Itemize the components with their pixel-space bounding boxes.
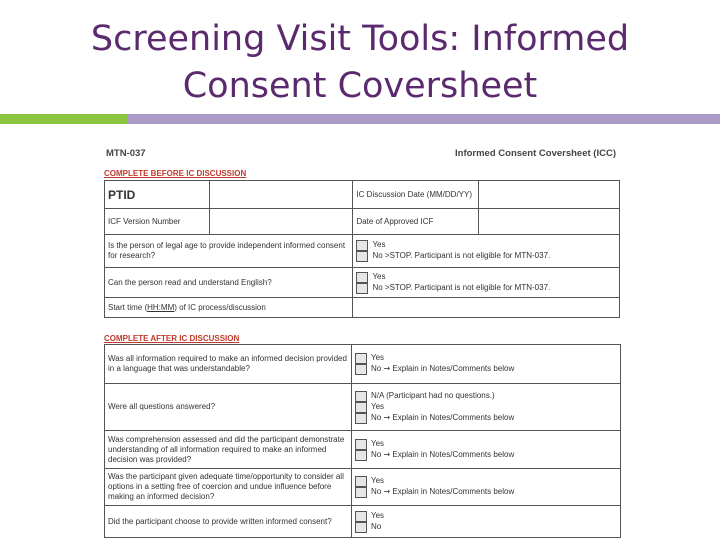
- before-discussion-table: [104, 180, 620, 318]
- ic-date-label: IC Discussion Date (MM/DD/YY): [353, 181, 479, 209]
- checkbox[interactable]: [355, 402, 367, 413]
- q1-options: [352, 345, 621, 384]
- arrow-right-icon: →: [383, 487, 391, 496]
- accent-bar-purple: [128, 114, 720, 124]
- english-question: Can the person read and understand English?: [105, 268, 353, 298]
- q1-yes-option[interactable]: Yes: [355, 353, 617, 364]
- q2-question: Were all questions answered?: [105, 384, 352, 431]
- accent-bar-green: [0, 114, 128, 124]
- q5-options: [352, 506, 621, 538]
- study-id: MTN-037: [106, 148, 146, 159]
- checkbox[interactable]: [356, 272, 368, 283]
- checkbox[interactable]: [356, 251, 368, 262]
- q4-question: Was the participant given adequate time/opportunity to consider all options in a setting free of coercion and undue influence before making an informed decision?: [105, 469, 352, 506]
- english-options: [353, 268, 620, 298]
- q2-yes-option[interactable]: Yes: [355, 402, 617, 413]
- checkbox[interactable]: [355, 353, 367, 364]
- table-row: [105, 268, 620, 298]
- q1-question: Was all information required to make an informed decision provided in a language that was understandable?: [105, 345, 352, 384]
- checkbox[interactable]: [355, 522, 367, 533]
- q3-question: Was comprehension assessed and did the participant demonstrate understanding of all information required to make an informed decision was provided?: [105, 431, 352, 469]
- q4-yes-option[interactable]: Yes: [355, 476, 617, 487]
- checkbox[interactable]: [355, 364, 367, 375]
- legal-age-yes-option[interactable]: Yes: [356, 240, 616, 251]
- english-no-option[interactable]: No >STOP. Participant is not eligible for MTN-037.: [356, 283, 616, 294]
- approved-icf-label: Date of Approved ICF: [353, 209, 479, 235]
- section-after-title: COMPLETE AFTER IC DISCUSSION: [104, 334, 240, 343]
- q3-options: [352, 431, 621, 469]
- slide-title: [40, 16, 680, 110]
- checkbox[interactable]: [355, 413, 367, 424]
- checkbox[interactable]: [355, 450, 367, 461]
- table-row: [105, 384, 621, 431]
- slide-title-line-2: Consent Coversheet: [182, 66, 538, 106]
- english-yes-option[interactable]: Yes: [356, 272, 616, 283]
- checkbox[interactable]: [355, 487, 367, 498]
- ptid-field[interactable]: [209, 181, 353, 209]
- table-row: [105, 298, 620, 318]
- q5-question: Did the participant choose to provide written informed consent?: [105, 506, 352, 538]
- table-row: [105, 209, 620, 235]
- after-discussion-table: [104, 344, 621, 538]
- legal-age-options: [353, 235, 620, 268]
- legal-age-question: Is the person of legal age to provide independent informed consent for research?: [105, 235, 353, 268]
- q4-options: [352, 469, 621, 506]
- icf-version-field[interactable]: [209, 209, 353, 235]
- section-before-title: COMPLETE BEFORE IC DISCUSSION: [104, 169, 247, 178]
- q3-yes-option[interactable]: Yes: [355, 439, 617, 450]
- q2-na-option[interactable]: N/A (Participant had no questions.): [355, 391, 617, 402]
- table-row: [105, 431, 621, 469]
- checkbox[interactable]: [355, 391, 367, 402]
- checkbox[interactable]: [356, 240, 368, 251]
- approved-icf-field[interactable]: [479, 209, 620, 235]
- q4-no-option[interactable]: No → Explain in Notes/Comments below: [355, 487, 617, 498]
- form-title: Informed Consent Coversheet (ICC): [455, 148, 616, 159]
- form-header: [106, 148, 620, 162]
- checkbox[interactable]: [355, 511, 367, 522]
- table-row: [105, 469, 621, 506]
- table-row: [105, 181, 620, 209]
- q1-no-option[interactable]: No → Explain in Notes/Comments below: [355, 364, 617, 375]
- table-row: [105, 506, 621, 538]
- arrow-right-icon: →: [383, 364, 391, 373]
- checkbox[interactable]: [356, 283, 368, 294]
- slide-title-line-1: Screening Visit Tools: Informed: [90, 19, 630, 59]
- ic-date-field[interactable]: [479, 181, 620, 209]
- arrow-right-icon: →: [383, 449, 391, 459]
- q2-no-option[interactable]: No → Explain in Notes/Comments below: [355, 413, 617, 424]
- q3-no-option[interactable]: No → Explain in Notes/Comments below: [355, 450, 617, 461]
- consent-coversheet-form: [102, 140, 620, 540]
- checkbox[interactable]: [355, 439, 367, 450]
- start-time-label: Start time (HH:MM) of IC process/discussion: [105, 298, 353, 318]
- table-row: [105, 345, 621, 384]
- icf-version-label: ICF Version Number: [105, 209, 210, 235]
- legal-age-no-option[interactable]: No >STOP. Participant is not eligible for MTN-037.: [356, 251, 616, 262]
- table-row: [105, 235, 620, 268]
- q5-yes-option[interactable]: Yes: [355, 511, 617, 522]
- ptid-label: PTID: [105, 181, 210, 209]
- q5-no-option[interactable]: No: [355, 522, 617, 533]
- arrow-right-icon: →: [383, 412, 391, 422]
- start-time-field[interactable]: [353, 298, 620, 318]
- checkbox[interactable]: [355, 476, 367, 487]
- q2-options: [352, 384, 621, 431]
